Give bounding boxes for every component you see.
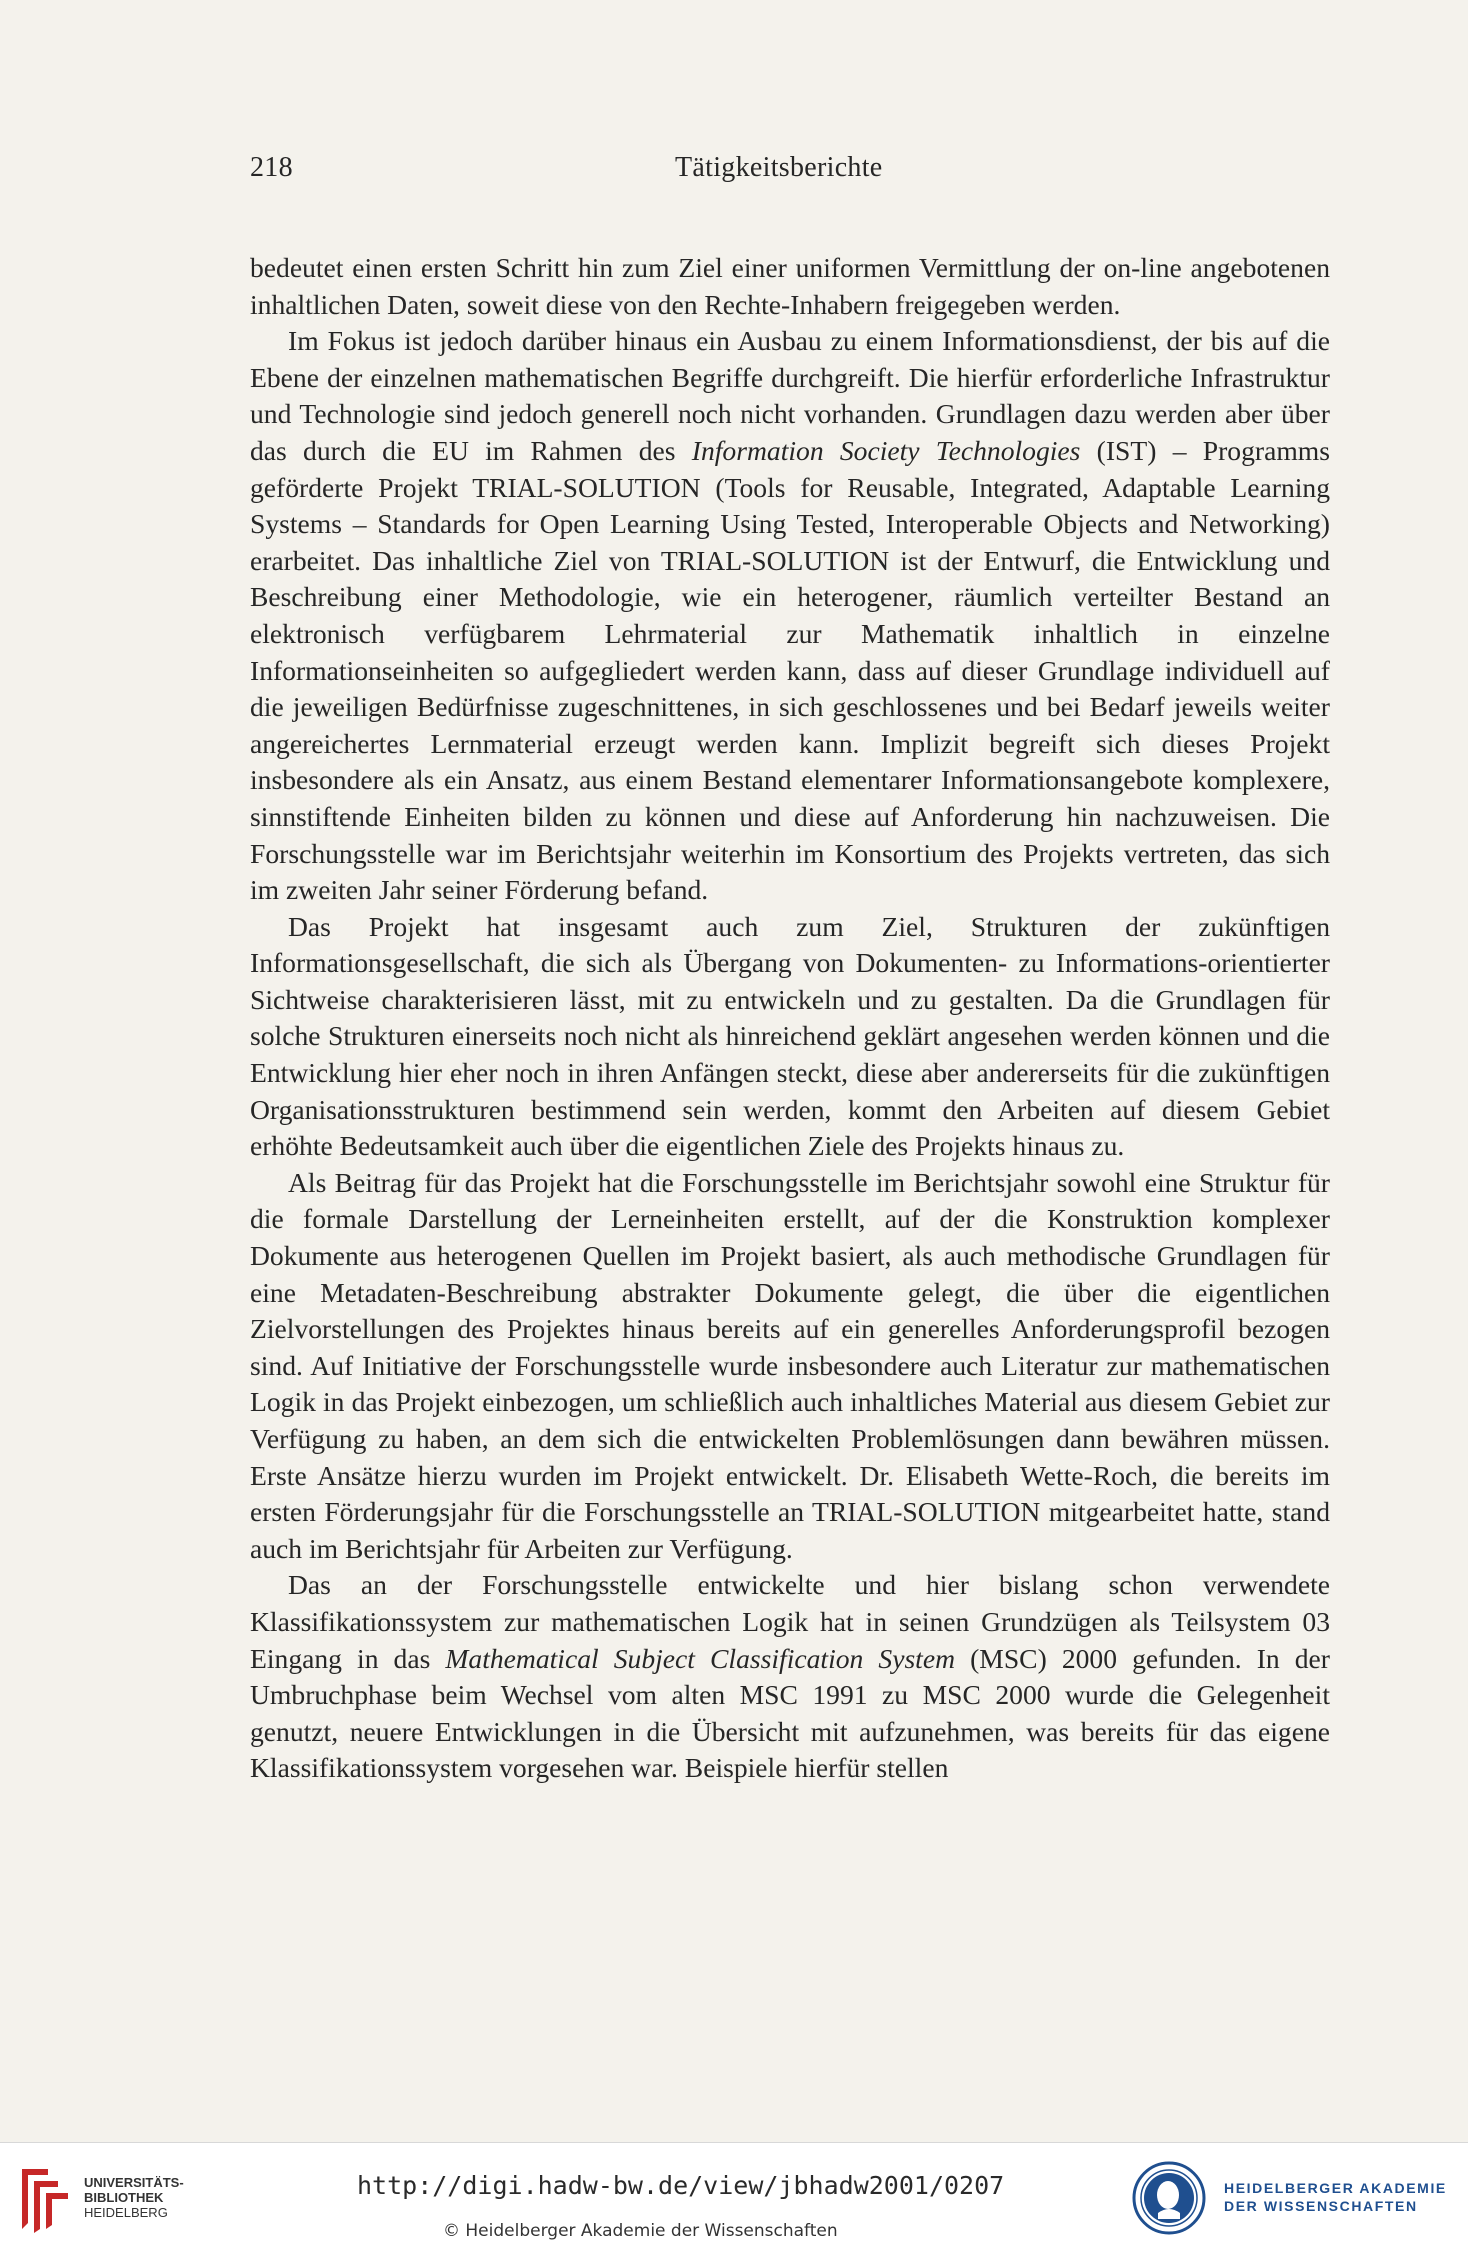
library-name-line-1: UNIVERSITÄTS- bbox=[84, 2175, 184, 2190]
library-name-line-2: BIBLIOTHEK bbox=[84, 2190, 164, 2205]
paragraph-5-part-b: (MSC) 2000 gefunden. In der Umbruchphase beim Wechsel vom alten MSC 1991 zu MSC 2000 wurde die Gelegenheit genutzt, neuere Entwicklungen in die Übersicht mit aufzunehmen, was bereits für das eigene Klassifikationssystem vorgesehen war. Beispiele hierfür stellen bbox=[250, 1642, 1330, 1784]
digitization-footer bbox=[0, 2142, 1468, 2252]
library-name-line-3: HEIDELBERG bbox=[84, 2205, 168, 2220]
ist-program-title: Information Society Technologies bbox=[691, 434, 1081, 466]
body-text bbox=[250, 250, 1330, 1787]
academy-name-line-1: HEIDELBERGER AKADEMIE bbox=[1224, 2180, 1447, 2196]
paragraph-5 bbox=[250, 1567, 1330, 1787]
paragraph-4: Als Beitrag für das Projekt hat die Forschungsstelle im Berichtsjahr sowohl eine Struktur für die formale Darstellung der Lerneinheiten erstellt, auf der die Konstruktion komplexer Dokumente aus heterogenen Quellen im Projekt basiert, als auch methodische Grundlagen für eine Metadaten-Beschreibung abstrakter Dokumente gelegt, die über die eigentlichen Zielvorstellungen des Projektes hinaus bereits auf ein generelles Anforderungsprofil bezogen sind. Auf Initiative der Forschungsstelle wurde insbesondere auch Literatur zur mathematischen Logik in das Projekt einbezogen, um schließlich auch inhaltliches Material aus diesem Gebiet zur Verfügung zu haben, an dem sich die entwickelten Problemlösungen dann bewähren müssen. Erste Ansätze hierzu wurden im Projekt entwickelt. Dr. Elisabeth Wette-Roch, die bereits im ersten Förderungsjahr für die Forschungsstelle an TRIAL-SOLUTION mitgearbeitet hatte, stand auch im Berichtsjahr für Arbeiten zur Verfügung. bbox=[250, 1166, 1330, 1564]
copyright-notice: © Heidelberger Akademie der Wissenschaften bbox=[443, 2221, 838, 2241]
paragraph-1: bedeutet einen ersten Schritt hin zum Ziel einer uniformen Vermittlung der on-line angebotenen inhaltlichen Daten, soweit diese von den Rechte-Inhabern freigegeben werden. bbox=[250, 252, 1330, 320]
paragraph-2-part-b: (IST) – Programms geförderte Projekt TRIAL-SOLUTION (Tools for Reusable, Integrated, Adaptable Learning Systems – Standards for Open Learning Using Tested, Interoperable Objects and Networking) erarbeitet. Das inhaltliche Ziel von TRIAL-SOLUTION ist der Entwurf, die Entwicklung und Beschreibung einer Methodologie, wie ein heterogener, räumlich verteilter Bestand an elektronisch verfügbarem Lehrmaterial zur Mathematik inhaltlich in einzelne Informationseinheiten so aufgegliedert werden kann, dass auf dieser Grundlage individuell auf die jeweiligen Bedürfnisse zugeschnittenes, in sich geschlossenes und bei Bedarf jeweils weiter angereichertes Lernmaterial erzeugt werden kann. Implizit begreift sich dieses Projekt insbesondere als ein Ansatz, aus einem Bestand elementarer Informationsangebote komplexere, sinnstiftende Einheiten bilden zu können und diese auf Anforderung hin nachzuweisen. Die Forschungsstelle war im Berichtsjahr weiterhin im Konsortium des Projekts vertreten, das sich im zweiten Jahr seiner Förderung befand. bbox=[250, 434, 1330, 906]
academy-name-line-2: DER WISSENSCHAFTEN bbox=[1224, 2198, 1418, 2214]
permalink-url[interactable]: http://digi.hadw-bw.de/view/jbhadw2001/0207 bbox=[357, 2171, 1005, 2200]
paragraph-3: Das Projekt hat insgesamt auch zum Ziel, Strukturen der zukünftigen Informationsgesellschaft, die sich als Übergang von Dokumenten- zu Informations-orientierter Sichtweise charakterisieren lässt, mit zu entwickeln und zu gestalten. Da die Grundlagen für solche Strukturen einerseits noch nicht als hinreichend geklärt angesehen werden können und die Entwicklung hier eher noch in ihren Anfängen steckt, diese aber andererseits für die zukünftigen Organisationsstrukturen bestimmend sein werden, kommt den Arbeiten auf diesem Gebiet erhöhte Bedeutsamkeit auch über die eigentlichen Ziele des Projekts hinaus zu. bbox=[250, 910, 1330, 1162]
academy-name bbox=[1224, 2179, 1447, 2215]
msc-title: Mathematical Subject Classification System bbox=[445, 1642, 956, 1674]
university-library-logo-icon bbox=[14, 2163, 74, 2235]
university-library-name bbox=[84, 2175, 184, 2220]
paragraph-5-part-a: Das an der Forschungsstelle entwickelte und hier bislang schon verwendete Klassifikationssystem zur mathematischen Logik hat in seinen Grundzügen als Teilsystem 03 Eingang in das bbox=[250, 1569, 1330, 1674]
page-number: 218 bbox=[250, 152, 293, 183]
paragraph-2-part-a: Im Fokus ist jedoch darüber hinaus ein Ausbau zu einem Informationsdienst, der bis auf die Ebene der einzelnen mathematischen Begriffe durchgreift. Die hierfür erforderliche Infrastruktur und Technologie sind jedoch generell noch nicht vorhanden. Grundlagen dazu werden aber über das durch die EU im Rahmen des bbox=[250, 325, 1330, 466]
page-header bbox=[250, 152, 1350, 192]
running-title: Tätigkeitsberichte bbox=[675, 152, 883, 183]
academy-seal-icon bbox=[1132, 2161, 1206, 2235]
paragraph-2 bbox=[250, 323, 1330, 909]
